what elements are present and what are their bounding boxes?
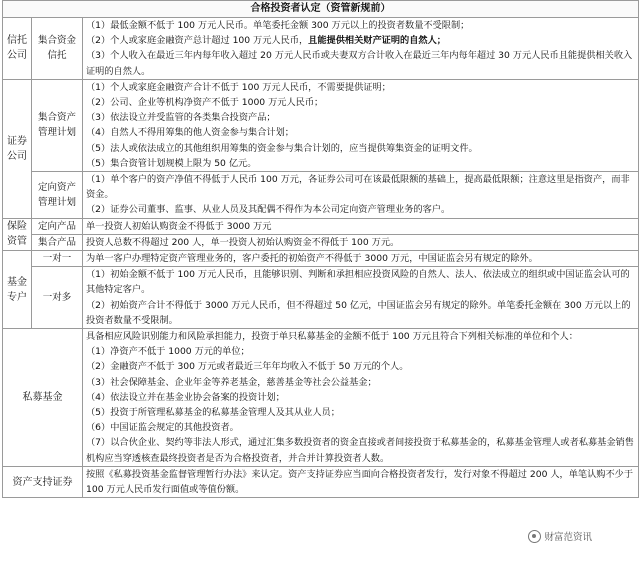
private-fund-line-8: （7）以合伙企业、契约等非法人形式，通过汇集多数投资者的资金直接或者间接投资于私募基金的，私募基金管理人或者私募基金销售机构应当穿透核查最终投资者是否为合格投资者，并合并计算投资者人数。 <box>86 437 634 464</box>
private-fund-content <box>83 329 639 467</box>
title-row <box>3 1 639 18</box>
collective-line-3: （3）依法设立并受监管的各类集合投资产品； <box>86 112 276 124</box>
private-fund-line-7: （6）中国证监会规定的其他投资者。 <box>86 422 239 434</box>
fund-one-to-one-row <box>3 251 639 267</box>
fund-one-to-one-text: 为单一客户办理特定资产管理业务的，客户委托的初始资产不得低于 3000 万元，中国证监会另有规定的除外。 <box>83 251 639 267</box>
private-fund-line-3: （2）金融资产不低于 300 万元或者最近三年年均收入不低于 50 万元的个人。 <box>86 361 409 373</box>
securities-directional-row <box>3 172 639 219</box>
collective-line-4: （4）自然人不得用筹集的他人资金参与集合计划； <box>86 127 294 139</box>
private-fund-line-6: （5）投资于所管理私募基金的私募基金管理人及其从业人员； <box>86 407 340 419</box>
subcategory-collective-trust: 集合资金信托 <box>32 18 83 80</box>
insurance-collective-row <box>3 234 639 250</box>
collective-line-5: （5）法人或依法成立的其他组织用筹集的资金参与集合计划的，应当提供筹集资金的证明文件。 <box>86 142 478 154</box>
wechat-icon <box>528 530 541 543</box>
subcategory-directional-plan: 定向资产管理计划 <box>32 172 83 219</box>
securities-collective-content <box>83 79 639 171</box>
insurance-directional-row <box>3 218 639 234</box>
directional-line-1: （1）单个客户的资产净值不得低于人民币 100 万元，各证券公司可在该最低限额的基础上，提高最低限额；注意这里是指资产，而非资金。 <box>86 174 630 201</box>
collective-line-2: （2）公司、企业等机构净资产不低于 1000 万元人民币； <box>86 97 324 109</box>
fund-one-to-one-label: 一对一 <box>32 251 83 267</box>
private-fund-row <box>3 329 639 467</box>
directional-line-2: （2）证券公司董事、监事、从业人员及其配偶不得作为本公司定向资产管理业务的客户。 <box>86 204 451 216</box>
insurance-collective-text: 投资人总数不得超过 200 人，单一投资人初始认购资金不得低于 100 万元。 <box>83 234 639 250</box>
category-insurance: 保险资管 <box>3 218 32 250</box>
collective-line-6: （5）集合资管计划规模上限为 50 亿元。 <box>86 157 257 169</box>
category-fund-account: 基金专户 <box>3 251 32 329</box>
private-fund-line-4: （3）社会保障基金、企业年金等养老基金，慈善基金等社会公益基金； <box>86 376 377 388</box>
category-abs: 资产支持证券 <box>3 466 83 497</box>
fund-one-to-many-row <box>3 267 639 329</box>
private-fund-line-1: 具备相应风险识别能力和风险承担能力，投资于单只私募基金的金额不低于 100 万元且符合下列相关标准的单位和个人： <box>86 331 578 343</box>
category-securities: 证券公司 <box>3 79 32 218</box>
insurance-directional-text: 单一投资人初始认购资金不得低于 3000 万元 <box>83 218 639 234</box>
fund-one-to-many-label: 一对多 <box>32 267 83 329</box>
trust-line-3: （3）个人收入在最近三年内每年收入超过 20 万元人民币或夫妻双方合计收入在最近三年内每年超过 30 万元人民币且能提供相关收入证明的自然人。 <box>86 50 633 77</box>
category-trust: 信托公司 <box>3 18 32 80</box>
securities-collective-row <box>3 79 639 171</box>
insurance-directional-label: 定向产品 <box>32 218 83 234</box>
trust-content <box>83 18 639 80</box>
one-to-many-line-2: （2）初始资产合计不得低于 3000 万元人民币，但不得超过 50 亿元，中国证监会另有规定的除外。单笔委托金额在 300 万元以上的投资者数量不受限制。 <box>86 299 631 326</box>
watermark <box>526 529 594 543</box>
trust-row <box>3 18 639 80</box>
fund-one-to-many-content <box>83 267 639 329</box>
trust-line-2-bold: 且能提供相关财产证明的自然人； <box>308 35 446 47</box>
trust-line-1: （1）最低金额不低于 100 万元人民币。单笔委托金额 300 万元以上的投资者数量不受限制； <box>86 20 470 31</box>
trust-line-2: （2）个人或家庭金融资产总计超过 100 万元人民币，且能提供相关财产证明的自然人； <box>86 35 446 47</box>
abs-row <box>3 466 639 497</box>
category-private-fund: 私募基金 <box>3 329 83 467</box>
abs-text: 按照《私募投资基金监督管理暂行办法》来认定。资产支持证券应当面向合格投资者发行，发行对象不得超过 200 人，单笔认购不少于 100 万元人民币发行面值或等值份额。 <box>83 466 639 497</box>
one-to-many-line-1: （1）初始金额不低于 100 万元人民币，且能够识别、判断和承担相应投资风险的自然人、法人、依法成立的组织或中国证监会认可的其他特定客户。 <box>86 269 630 296</box>
trust-line-2-text: （2）个人或家庭金融资产总计超过 100 万元人民币 <box>86 35 299 47</box>
qualified-investor-table <box>2 0 639 498</box>
watermark-text: 财富范资讯 <box>544 532 592 543</box>
subcategory-collective-plan: 集合资产管理计划 <box>32 79 83 171</box>
private-fund-line-5: （4）依法设立并在基金业协会备案的投资计划； <box>86 391 285 403</box>
securities-directional-content <box>83 172 639 219</box>
private-fund-line-2: （1）净资产不低于 1000 万元的单位； <box>86 346 250 358</box>
collective-line-1: （1）个人或家庭金融资产合计不低于 100 万元人民币，不需要提供证明； <box>86 81 391 93</box>
table-title: 合格投资者认定（资管新规前） <box>3 1 639 18</box>
insurance-collective-label: 集合产品 <box>32 234 83 250</box>
